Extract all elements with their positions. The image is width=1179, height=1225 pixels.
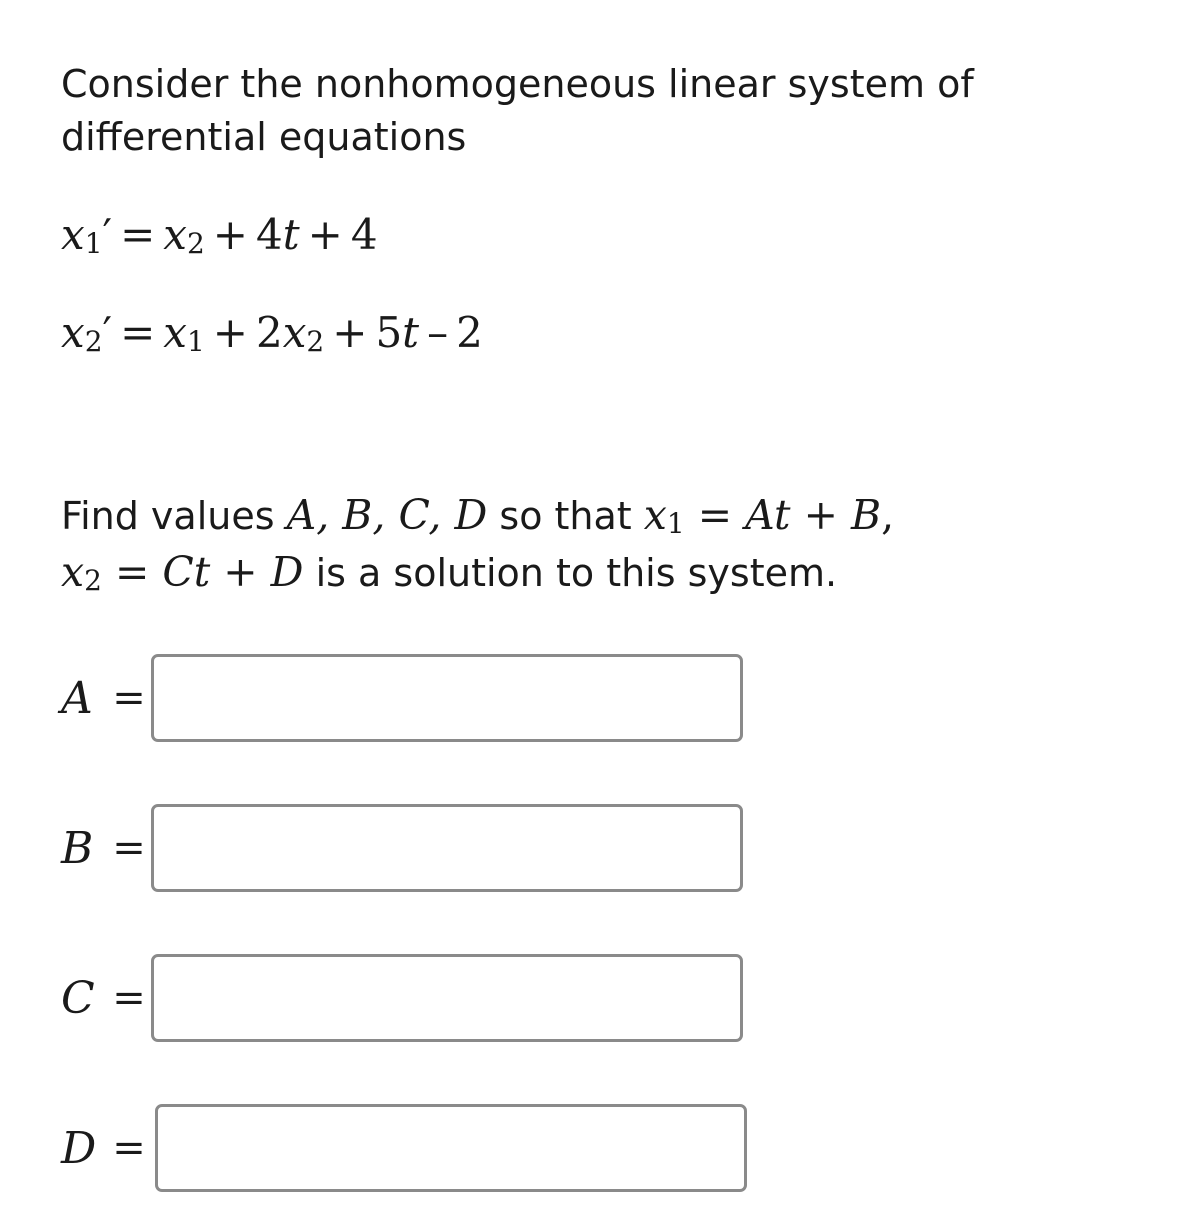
- eq1-term1-var: x: [163, 210, 187, 259]
- eq2-plus1: +: [212, 308, 248, 357]
- find-x2-var: x: [61, 548, 85, 596]
- find-text-3: is a solution to this system.: [303, 551, 838, 595]
- eq1-term1-sub: 2: [186, 227, 205, 260]
- eq2-term3-coef: 5: [375, 308, 403, 357]
- eq1-term2-coef: 4: [255, 210, 283, 259]
- eq2-term4: 2: [456, 308, 483, 357]
- find-rhs2-c: Ct: [162, 548, 211, 596]
- eq2-term2-var: x: [282, 308, 307, 357]
- eq2-plus2: +: [332, 308, 368, 357]
- eq2-term2-coef: 2: [255, 308, 283, 357]
- answer-input-d[interactable]: [155, 1104, 747, 1192]
- find-vars: A, B, C, D: [286, 491, 488, 539]
- find-rhs1-plus: +: [790, 491, 851, 539]
- eq2-minus: –: [427, 308, 449, 357]
- find-x2-sub: 2: [84, 564, 102, 597]
- answer-row-c: [61, 954, 743, 1042]
- answer-label-c: C: [61, 972, 95, 1024]
- eq2-term1-sub: 1: [186, 325, 205, 358]
- eq2-lhs-var: x: [61, 308, 85, 357]
- find-comma: ,: [881, 491, 895, 539]
- find-instructions: [61, 489, 1111, 603]
- answer-row-b: [61, 804, 743, 892]
- answer-label-d: D: [61, 1122, 97, 1174]
- answer-row-d: [61, 1104, 747, 1192]
- find-text-1: Find values: [61, 494, 287, 538]
- eq2-prime: ′: [102, 308, 113, 357]
- answer-equals-d: =: [112, 1125, 146, 1171]
- find-x1-sub: 1: [666, 507, 685, 540]
- answer-label-a: A: [61, 672, 93, 724]
- answer-label-b: B: [61, 822, 94, 874]
- answer-row-a: [61, 654, 743, 742]
- find-text-2: so that: [487, 494, 644, 538]
- answer-input-a[interactable]: [151, 654, 743, 742]
- eq2-lhs-sub: 2: [84, 325, 103, 358]
- problem-intro: Consider the nonhomogeneous linear system of differential equations: [61, 62, 974, 159]
- find-eq1: =: [684, 491, 746, 539]
- eq1-term2-var: t: [282, 210, 300, 259]
- find-rhs1-a: At: [745, 491, 791, 539]
- eq2-equals: =: [120, 308, 156, 357]
- find-eq2: =: [101, 548, 163, 596]
- eq2-term1-var: x: [163, 308, 187, 357]
- find-rhs2-d: D: [270, 548, 304, 596]
- answer-equals-a: =: [112, 675, 146, 721]
- answer-input-c[interactable]: [151, 954, 743, 1042]
- equation-1: [61, 210, 378, 265]
- find-rhs2-plus: +: [210, 548, 271, 596]
- eq1-plus1: +: [212, 210, 248, 259]
- eq1-term3: 4: [350, 210, 378, 259]
- eq1-equals: =: [120, 210, 156, 259]
- equation-2: [61, 308, 483, 363]
- answer-input-b[interactable]: [151, 804, 743, 892]
- eq1-lhs-sub: 1: [84, 227, 103, 260]
- eq2-term3-var: t: [402, 308, 420, 357]
- find-rhs1-b: B: [850, 491, 882, 539]
- answer-equals-b: =: [112, 825, 146, 871]
- find-x1-var: x: [643, 491, 667, 539]
- eq2-term2-sub: 2: [306, 325, 325, 358]
- answer-equals-c: =: [112, 975, 146, 1021]
- eq1-lhs-var: x: [61, 210, 85, 259]
- eq1-prime: ′: [102, 210, 113, 259]
- eq1-plus2: +: [307, 210, 343, 259]
